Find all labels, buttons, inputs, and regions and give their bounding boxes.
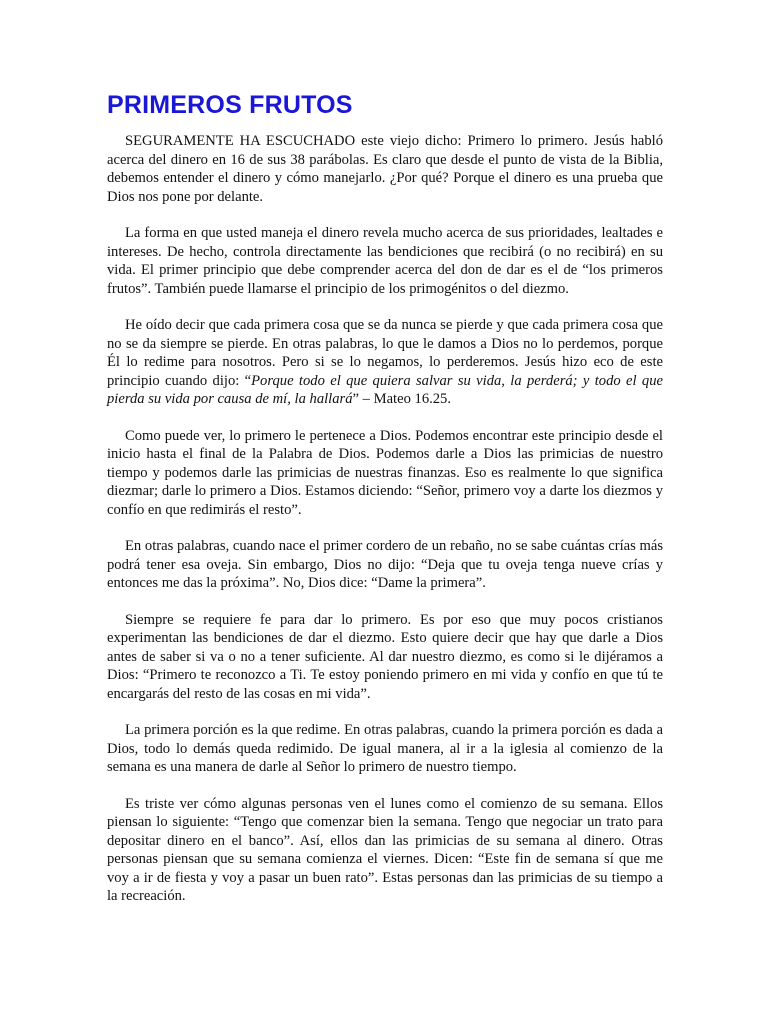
paragraph-2: La forma en que usted maneja el dinero revela mucho acerca de sus prioridades, lealtades e intereses. De hecho, controla directamente las bendiciones que recibirá (o no recibirá) en su vida. El primer principio que debe comprender acerca del don de dar es el de “los primeros frutos”. También puede llamarse el principio de los primogénitos o del diezmo.: [107, 225, 663, 297]
document-page: [107, 90, 663, 924]
bible-quote: Porque todo el que quiera salvar su vida, la perderá; y todo el que pierda su vida por causa de mí, la hallará: [107, 372, 663, 407]
document-title: PRIMEROS FRUTOS: [107, 91, 353, 119]
paragraph-3-text-before: He oído decir que cada primera cosa que se da nunca se pierde y que cada primera cosa que no se da siempre se pierde. En otras palabras, lo que le damos a Dios no lo perdemos, porque Él lo redime para nosotros. Pero si se lo negamos, lo perderemos. Jesús hizo eco de este principio cuando dijo: “: [107, 317, 663, 389]
paragraph-5: En otras palabras, cuando nace el primer cordero de un rebaño, no se sabe cuántas crías más podrá tener esa oveja. Sin embargo, Dios no dijo: “Deja que tu oveja tenga nueve crías y entonces me das la próxima”. No, Dios dice: “Dame la primera”.: [107, 538, 663, 591]
paragraph-7: La primera porción es la que redime. En otras palabras, cuando la primera porción es dada a Dios, todo lo demás queda redimido. De igual manera, al ir a la iglesia al comienzo de la semana es una manera de darle al Señor lo primero de nuestro tiempo.: [107, 722, 663, 775]
paragraph-8: Es triste ver cómo algunas personas ven el lunes como el comienzo de su semana. Ellos piensan lo siguiente: “Tengo que comenzar bien la semana. Tengo que negociar un trato para depositar dinero en el banco”. Así, ellos dan las primicias de su semana al dinero. Otras personas piensan que su semana comienza el viernes. Dicen: “Este fin de semana sí que me voy a ir de fiesta y voy a pasar un buen rato”. Estas personas dan las primicias de su tiempo a la recreación.: [107, 795, 663, 904]
paragraph-3-text-after: ” – Mateo 16.25.: [352, 391, 452, 407]
paragraph-1: SEGURAMENTE HA ESCUCHADO este viejo dicho: Primero lo primero. Jesús habló acerca del dinero en 16 de sus 38 parábolas. Es claro que desde el punto de vista de la Biblia, debemos entender el dinero y cómo manejarlo. ¿Por qué? Porque el dinero es una prueba que Dios nos pone por delante.: [107, 133, 663, 205]
paragraph-6: Siempre se requiere fe para dar lo primero. Es por eso que muy pocos cristianos experimentan las bendiciones de dar el diezmo. Esto quiere decir que hay que darle a Dios antes de saber si va o no a tener suficiente. Al dar nuestro diezmo, es como si le dijéramos a Dios: “Primero te reconozco a Ti. Te estoy poniendo primero en mi vida y confío en que tú te encargarás del resto de las cosas en mi vida”.: [107, 611, 663, 702]
paragraph-4: Como puede ver, lo primero le pertenece a Dios. Podemos encontrar este principio desde el inicio hasta el final de la Palabra de Dios. Podemos darle a Dios las primicias de nuestro tiempo y podemos darle las primicias de nuestras finanzas. Eso es realmente lo que significa diezmar; darle lo primero a Dios. Estamos diciendo: “Señor, primero voy a darte los diezmos y confío en que redimirás el resto”.: [107, 427, 663, 518]
paragraph-3: [107, 316, 663, 409]
